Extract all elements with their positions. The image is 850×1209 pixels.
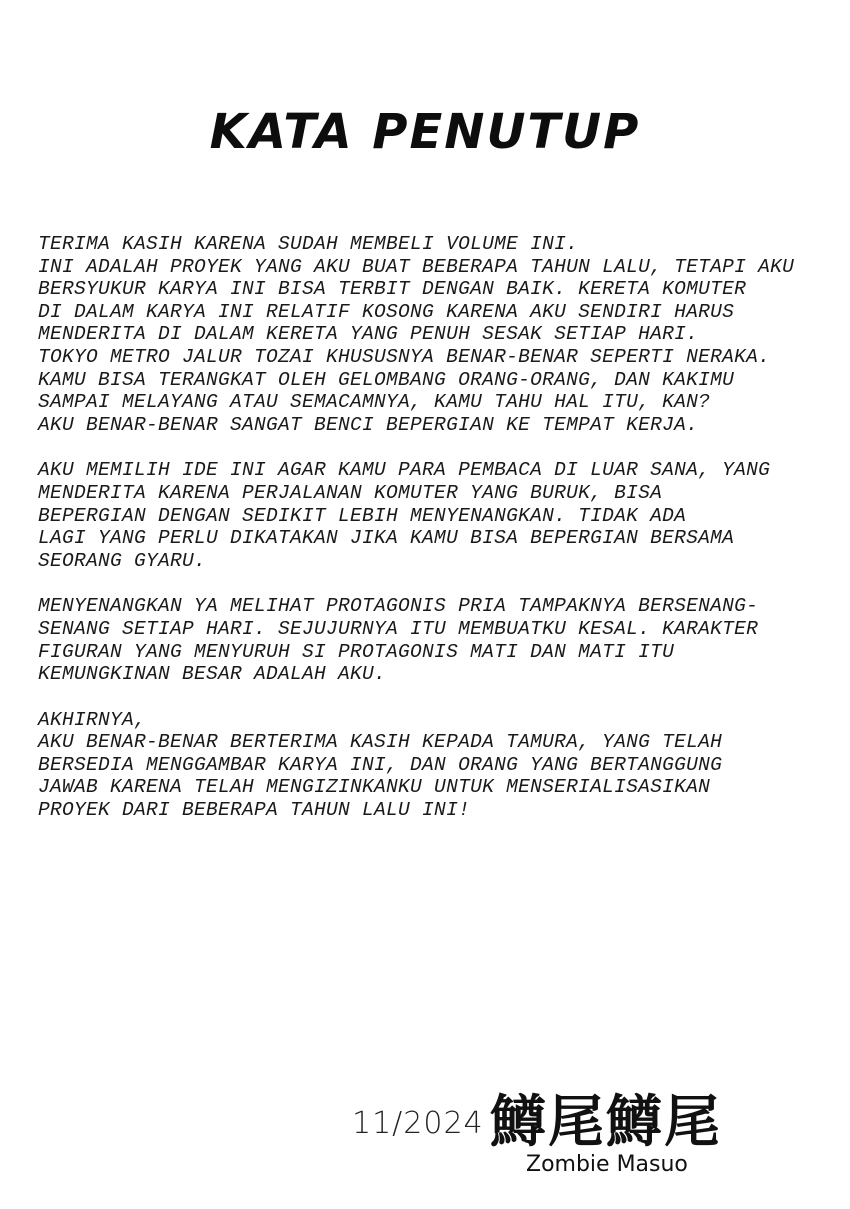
text-line: BEPERGIAN DENGAN SEDIKIT LEBIH MENYENANGKAN. TIDAK ADA <box>38 504 687 527</box>
afterword-body <box>38 233 828 845</box>
paragraph-1 <box>38 233 828 436</box>
text-line: MENDERITA DI DALAM KERETA YANG PENUH SESAK SETIAP HARI. <box>38 323 699 346</box>
text-line: INI ADALAH PROYEK YANG AKU BUAT BEBERAPA TAHUN LALU, TETAPI AKU <box>38 255 795 278</box>
text-line: LAGI YANG PERLU DIKATAKAN JIKA KAMU BISA BEPERGIAN BERSAMA <box>38 527 735 550</box>
text-line: AKU BENAR-BENAR BERTERIMA KASIH KEPADA TAMURA, YANG TELAH <box>38 731 723 754</box>
signature-date: 11/2024 <box>352 1106 484 1141</box>
text-line: TERIMA KASIH KARENA SUDAH MEMBELI VOLUME INI. <box>38 233 579 255</box>
text-line: TOKYO METRO JALUR TOZAI KHUSUSNYA BENAR-BENAR SEPERTI NERAKA. <box>38 345 771 368</box>
text-line: PROYEK DARI BEBERAPA TAHUN LALU INI! <box>38 799 471 822</box>
text-line: AKHIRNYA, <box>38 708 147 731</box>
text-line: MENYENANGKAN YA MELIHAT PROTAGONIS PRIA TAMPAKNYA BERSENANG- <box>38 595 759 618</box>
paragraph-4 <box>38 709 828 822</box>
signature-name-english: Zombie Masuo <box>526 1152 688 1177</box>
text-line: SEORANG GYARU. <box>38 549 207 572</box>
text-line: AKU BENAR-BENAR SANGAT BENCI BEPERGIAN KE TEMPAT KERJA. <box>38 413 699 436</box>
text-line: FIGURAN YANG MENYURUH SI PROTAGONIS MATI DAN MATI ITU <box>38 640 675 663</box>
text-line: BERSYUKUR KARYA INI BISA TERBIT DENGAN BAIK. KERETA KOMUTER <box>38 278 747 301</box>
text-line: KEMUNGKINAN BESAR ADALAH AKU. <box>38 663 387 686</box>
text-line: MENDERITA KARENA PERJALANAN KOMUTER YANG BURUK, BISA <box>38 481 663 504</box>
text-line: AKU MEMILIH IDE INI AGAR KAMU PARA PEMBACA DI LUAR SANA, YANG <box>38 459 771 482</box>
text-line: SENANG SETIAP HARI. SEJUJURNYA ITU MEMBUATKU KESAL. KARAKTER <box>38 617 759 640</box>
paragraph-2 <box>38 459 828 572</box>
text-line: KAMU BISA TERANGKAT OLEH GELOMBANG ORANG-ORANG, DAN KAKIMU <box>38 368 735 391</box>
text-line: SAMPAI MELAYANG ATAU SEMACAMNYA, KAMU TAHU HAL ITU, KAN? <box>38 391 711 414</box>
text-line: BERSEDIA MENGGAMBAR KARYA INI, DAN ORANG YANG BERTANGGUNG <box>38 753 723 776</box>
text-line: DI DALAM KARYA INI RELATIF KOSONG KARENA AKU SENDIRI HARUS <box>38 300 735 323</box>
text-line: JAWAB KARENA TELAH MENGIZINKANKU UNTUK MENSERIALISASIKAN <box>38 776 711 799</box>
page-title: KATA PENUTUP <box>209 104 641 160</box>
paragraph-3 <box>38 595 828 685</box>
signature-name-japanese: 鱒尾鱒尾 <box>490 1089 722 1155</box>
